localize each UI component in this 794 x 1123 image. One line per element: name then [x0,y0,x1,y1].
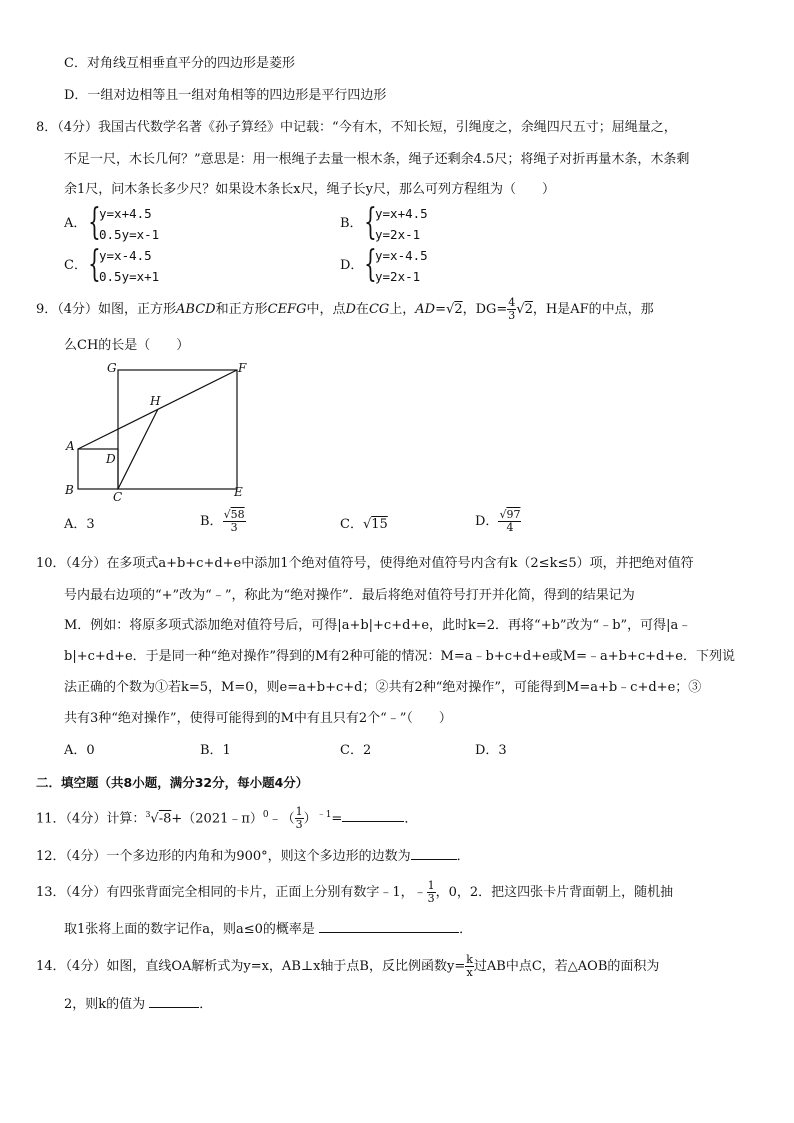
label-C: C [113,490,123,502]
label-B: B [65,483,74,497]
q8-option-d-system: y=x-4.5 y=2x-1 [375,248,428,284]
label-F: F [238,361,247,375]
q8-option-d-brace: { [364,244,377,285]
section-title-fill-in: 二．填空题（共8小题，满分32分，每小题4分） [36,775,309,790]
q9-geometry-figure [60,360,260,502]
q9-line2: 么CH的长是（ ） [64,338,190,353]
q9-option-d: D． $\frac{√97}{4}$ [475,508,521,534]
q8-option-d-label: D． [340,258,364,273]
q8-line1: 8．（4分）我国古代数学名著《孙子算经》中记载：“今有木，不知长短，引绳度之，余绳四尺五寸；屈绳量之， [36,120,677,135]
label-D: D [106,452,116,466]
q13-answer-blank[interactable] [319,918,459,933]
q8-option-a-brace: { [88,202,101,243]
q10-line4: b|+c+d+e．于是同一种“绝对操作”得到的M有2种可能的情况：M=a﹣b+c+d+e或M=﹣a+b+c+d+e．下列说 [64,649,735,664]
q9-option-a: A．3 [64,517,95,532]
q14-answer-blank[interactable] [149,993,199,1008]
label-H: H [150,394,161,408]
option-c-prev: C．对角线互相垂直平分的四边形是菱形 [64,56,295,71]
q11-answer-blank[interactable] [342,807,404,822]
q13-line2: 取1张将上面的数字记作a，则a≤0的概率是 ． [64,918,472,939]
q8-option-c-label: C． [64,258,87,273]
q11-line: 11．（4分）计算：$^3$√-8+（2021﹣π）$^0$﹣（ $\frac{1}{3}$ ）$^{﹣1}$= ． [36,805,418,832]
q8-option-c-system: y=x-4.5 0.5y=x+1 [99,248,160,284]
q8-option-b-label: B． [340,216,363,231]
q8-option-b-system: y=x+4.5 y=2x-1 [375,206,428,242]
q10-line5: 法正确的个数为①若k=5，M=0，则e=a+b+c+d；②共有2种“绝对操作”，可能得到M=a+b﹣c+d+e；③ [64,680,702,695]
q10-line6: 共有3种“绝对操作”，使得可能得到的M中有且只有2个“﹣”（ ） [64,711,452,726]
q9-line1: 9．（4分）如图，正方形ABCD和正方形CEFG中，点D在CG上，AD=√2，DG= $\frac{4}{3}$ √2，H是AF的中点，那 [36,296,654,322]
q8-option-c-brace: { [88,244,101,285]
q9-option-c: C．√15 [340,517,388,532]
q8-option-a-system: y=x+4.5 0.5y=x-1 [99,206,160,242]
option-d-prev: D．一组对边相等且一组对角相等的四边形是平行四边形 [64,88,387,103]
q10-option-c: C．2 [340,743,372,758]
q10-line3: M．例如：将原多项式添加绝对值符号后，可得|a+b|+c+d+e，此时k=2．再将“+b”改为“﹣b”，可得|a﹣ [64,618,692,633]
q8-option-a-label: A． [64,216,87,231]
label-G: G [107,361,117,375]
q12-answer-blank[interactable] [411,845,457,860]
q10-line2: 号内最右边项的“+”改为“﹣”，称此为“绝对操作”．最后将绝对值符号打开并化简，得到的结果记为 [64,588,635,603]
q10-option-b: B．1 [200,743,231,758]
q13-line1: 13．（4分）有四张背面完全相同的卡片，正面上分别有数字﹣1，﹣ $\frac{1}{3}$ ，0，2．把这四张卡片背面朝上，随机抽 [36,879,674,905]
label-E: E [234,485,243,499]
label-A: A [66,439,75,453]
q8-option-b-brace: { [364,202,377,243]
q10-option-a: A．0 [64,743,95,758]
q10-option-d: D．3 [475,743,507,758]
q9-option-b: B． $\frac{√58}{3}$ [200,508,245,534]
q12-line: 12．（4分）一个多边形的内角和为900°，则这个多边形的边数为 ． [36,845,470,866]
q8-line2: 不足一尺，木长几何？”意思是：用一根绳子去量一根木条，绳子还剩余4.5尺；将绳子对折再量木条，木条剩 [64,152,690,167]
q14-line1: 14．（4分）如图，直线OA解析式为y=x，AB⊥x轴于点B，反比例函数y= $\frac{k}{x}$ 过AB中点C，若△AOB的面积为 [36,953,660,979]
q14-line2: 2，则k的值为 ． [64,993,212,1014]
q8-line3: 余1尺，问木条长多少尺？如果设木条长x尺，绳子长y尺，那么可列方程组为（ ） [64,182,555,197]
q10-line1: 10．（4分）在多项式a+b+c+d+e中添加1个绝对值符号，使得绝对值符号内含有k（2≤k≤5）项，并把绝对值符 [36,556,694,571]
